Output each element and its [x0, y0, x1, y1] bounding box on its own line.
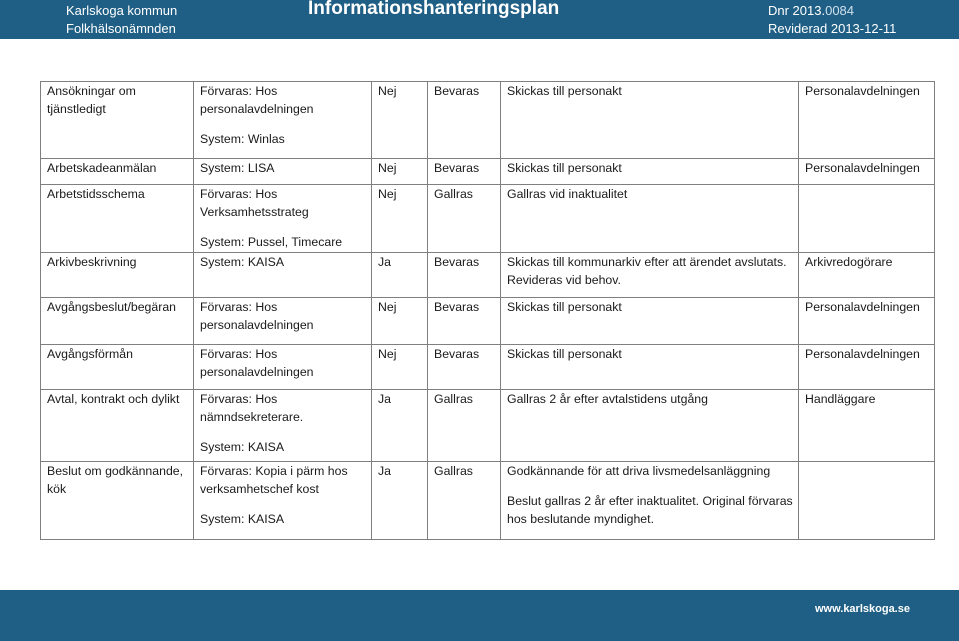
record-name: Avgångsbeslut/begäran: [41, 298, 194, 345]
table-row: [41, 82, 935, 159]
org-name: Karlskoga kommun: [66, 3, 178, 18]
record-action: Gallras: [428, 462, 501, 540]
record-storage: Förvaras: Hos personalavdelningen: [194, 298, 372, 345]
system-text: System: KAISA: [200, 440, 285, 454]
record-storage: System: LISA: [194, 159, 372, 185]
note-text: Godkännande för att driva livsmedelsanläggning: [507, 464, 771, 478]
record-flag: Nej: [372, 298, 428, 345]
table-row: [41, 185, 935, 253]
record-storage: [194, 390, 372, 462]
record-flag: Nej: [372, 82, 428, 159]
record-owner: Personalavdelningen: [799, 298, 935, 345]
record-note: Skickas till personakt: [501, 345, 799, 390]
record-action: Bevaras: [428, 253, 501, 298]
table-row: [41, 253, 935, 298]
committee-name: Folkhälsonämnden: [66, 21, 176, 36]
storage-text: Förvaras: Kopia i pärm hos verksamhetschef kost: [200, 464, 348, 496]
table-row: [41, 462, 935, 540]
record-flag: Nej: [372, 159, 428, 185]
storage-text: Förvaras: Hos Verksamhetsstrateg: [200, 187, 309, 219]
record-flag: Nej: [372, 185, 428, 253]
record-owner: Handläggare: [799, 390, 935, 462]
page-header: [0, 0, 959, 39]
record-storage: System: KAISA: [194, 253, 372, 298]
record-note: Gallras vid inaktualitet: [501, 185, 799, 253]
record-owner: Personalavdelningen: [799, 82, 935, 159]
record-name: Avgångsförmån: [41, 345, 194, 390]
record-storage: [194, 462, 372, 540]
record-note: Gallras 2 år efter avtalstidens utgång: [501, 390, 799, 462]
note-text-2: Beslut gallras 2 år efter inaktualitet. Original förvaras hos beslutande myndighet.: [507, 494, 793, 526]
page-footer: [0, 590, 959, 641]
dnr-number: 0084: [825, 3, 855, 18]
table-row: [41, 390, 935, 462]
footer-url[interactable]: www.karlskoga.se: [815, 603, 910, 615]
table-row: [41, 298, 935, 345]
record-note: Skickas till personakt: [501, 159, 799, 185]
record-name: Arbetstidsschema: [41, 185, 194, 253]
dnr-prefix: Dnr 2013.: [768, 3, 826, 18]
table-row: [41, 345, 935, 390]
record-flag: Ja: [372, 462, 428, 540]
record-storage: Förvaras: Hos personalavdelningen: [194, 345, 372, 390]
table-row: [41, 159, 935, 185]
records-table: [40, 81, 935, 540]
dnr: [768, 2, 896, 20]
record-owner: Personalavdelningen: [799, 345, 935, 390]
record-name: Arkivbeskrivning: [41, 253, 194, 298]
record-flag: Ja: [372, 390, 428, 462]
system-text: System: Pussel, Timecare: [200, 235, 343, 249]
record-flag: Ja: [372, 253, 428, 298]
record-note: Skickas till personakt: [501, 82, 799, 159]
record-name: Avtal, kontrakt och dylikt: [41, 390, 194, 462]
header-right: [768, 2, 896, 38]
record-action: Gallras: [428, 185, 501, 253]
document-title: Informationshanteringsplan: [308, 0, 560, 19]
record-owner: Arkivredogörare: [799, 253, 935, 298]
record-action: Gallras: [428, 390, 501, 462]
record-storage: [194, 185, 372, 253]
record-action: Bevaras: [428, 159, 501, 185]
record-action: Bevaras: [428, 345, 501, 390]
record-owner: [799, 185, 935, 253]
record-note: Skickas till personakt: [501, 298, 799, 345]
record-name: Ansökningar om tjänstledigt: [41, 82, 194, 159]
record-flag: Nej: [372, 345, 428, 390]
storage-text: Förvaras: Hos personalavdelningen: [200, 84, 314, 116]
record-owner: Personalavdelningen: [799, 159, 935, 185]
storage-text: Förvaras: Hos nämndsekreterare.: [200, 392, 304, 424]
system-text: System: Winlas: [200, 132, 285, 146]
record-owner: [799, 462, 935, 540]
system-text: System: KAISA: [200, 512, 285, 526]
record-note: Skickas till kommunarkiv efter att ärendet avslutats. Revideras vid behov.: [501, 253, 799, 298]
record-name: Beslut om godkännande, kök: [41, 462, 194, 540]
revised-date: Reviderad 2013-12-11: [768, 21, 897, 36]
header-left: [66, 2, 177, 38]
record-action: Bevaras: [428, 82, 501, 159]
record-note: [501, 462, 799, 540]
record-storage: [194, 82, 372, 159]
record-name: Arbetskadeanmälan: [41, 159, 194, 185]
record-action: Bevaras: [428, 298, 501, 345]
